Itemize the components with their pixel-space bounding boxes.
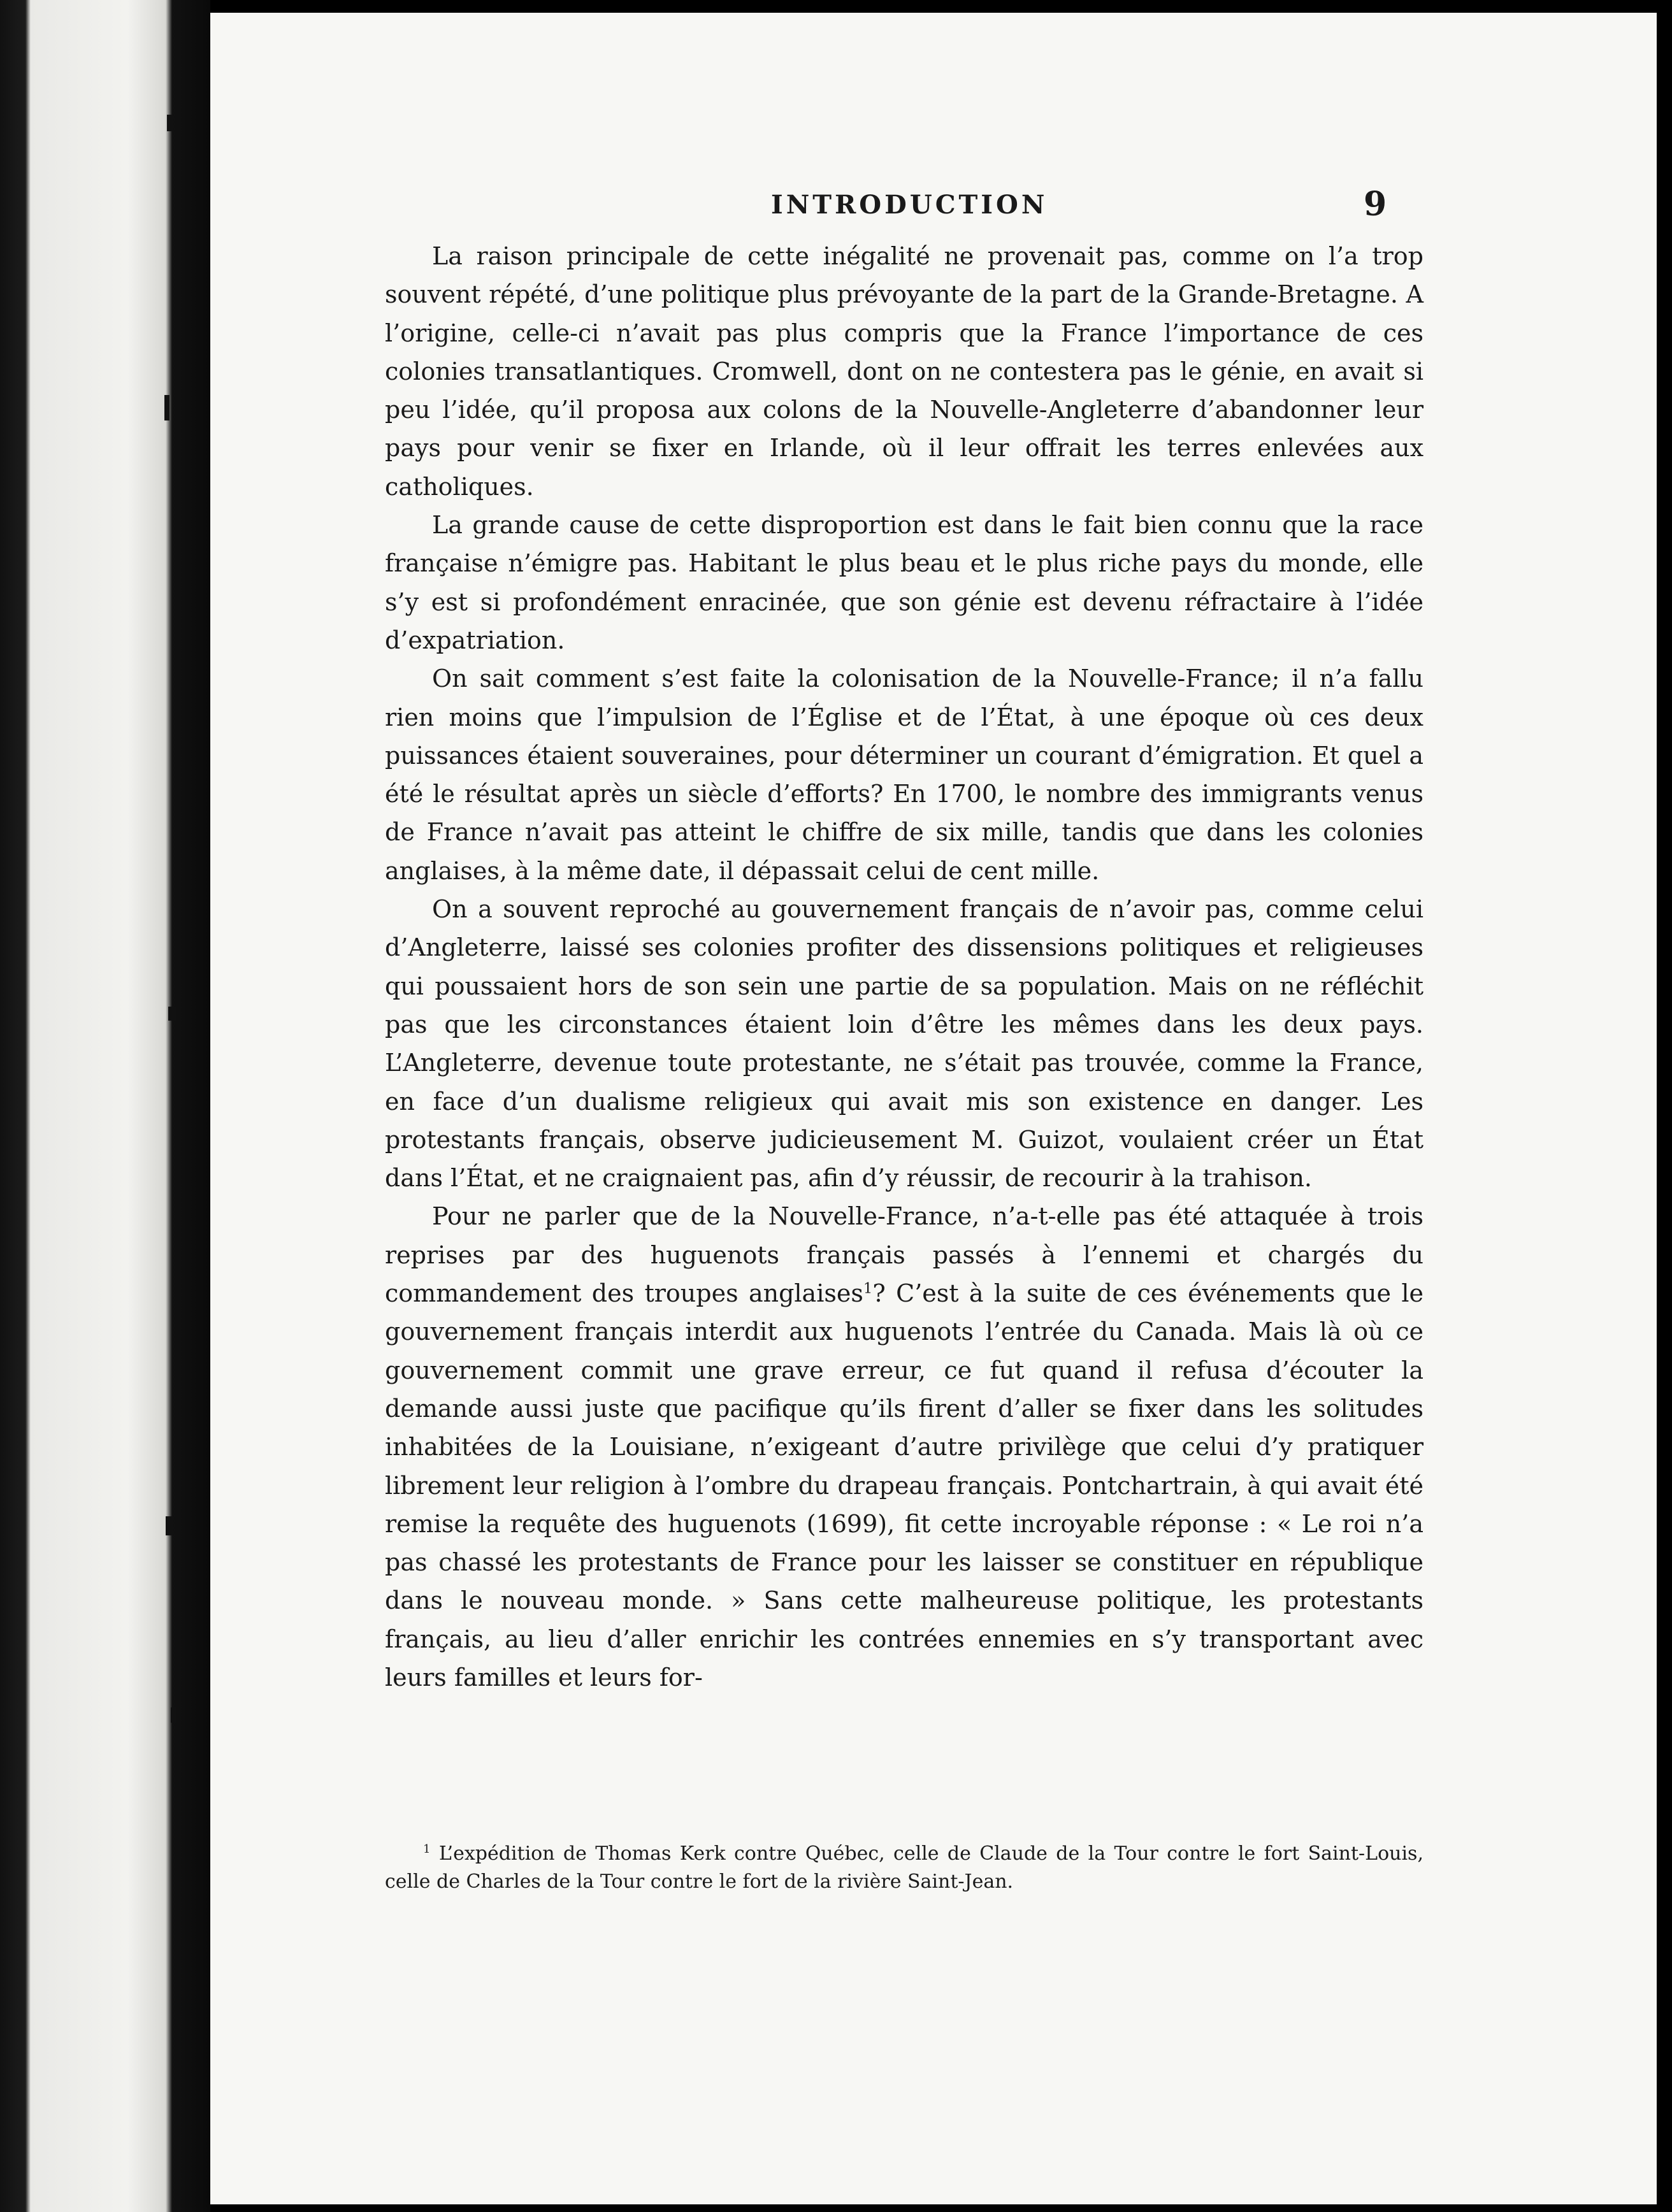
scan-speck [166,1516,172,1535]
footnote-mark: 1 [423,1842,431,1856]
paragraph-text: ? C’est à la suite de ces événements que le gouvernement français interdit aux huguenots l’entrée du Canada. Mais là où ce gouvernement commit une grave erreur, ce fut quand il refusa d’écouter la demande aussi juste que pacifique qu’ils firent d’aller se fixer dans les solitudes inhabitées de la Louisiane, n’exigeant d’autre privilège que celui d’y pratiquer librement leur religion à l’ombre du drapeau français. Pontchartrain, à qui avait été remise la requête des huguenots (1699), fit cette incroyable réponse : « Le roi n’a pas chassé les protestants de France pour les laisser se constituer en république dans le nouveau monde. » Sans cette malheureuse politique, les protestants français, au lieu d’aller enrichir les contrées ennemies en s’y transportant avec leurs familles et leurs for- [385,1279,1423,1691]
paragraph: On sait comment s’est faite la colonisation de la Nouvelle-France; il n’a fallu rien moins que l’impulsion de l’Église et de l’État, à une époque où ces deux puissances étaient souveraines, pour déterminer un courant d’émigration. Et quel a été le résultat après un siècle d’efforts? En 1700, le nombre des immigrants venus de France n’avait pas atteint le chiffre de six mille, tandis que dans les colonies anglaises, à la même date, il dépassait celui de cent mille. [385,664,1423,885]
footnote-text: L’expédition de Thomas Kerk contre Québec, celle de Claude de la Tour contre le fort Saint-Louis, celle de Charles de la Tour contre le fort de la rivière Saint-Jean. [385,1842,1423,1893]
scan-speck [171,1707,176,1723]
footnote [385,1840,1423,1896]
body-text [385,237,1423,1697]
page-number: 9 [1364,185,1387,224]
scan-speck [164,395,169,420]
scan-speck [167,115,173,131]
running-header [210,178,1657,229]
scan-speck [168,1007,176,1021]
paragraph-text: Pour ne parler que de la Nouvelle-France, n’a-t-elle pas été attaquée à trois reprises par des huguenots français passés à l’ennemi et chargés du commandement des troupes anglaises [385,1202,1423,1308]
paragraph: On a souvent reproché au gouvernement français de n’avoir pas, comme celui d’Angleterre, laissé ses colonies profiter des dissensions politiques et religieuses qui poussaient hors de son sein une partie de sa population. Mais on ne réfléchit pas que les circonstances étaient loin d’être les mêmes dans les deux pays. L’Angleterre, devenue toute protestante, ne s’était pas trouvée, comme la France, en face d’un dualisme religieux qui avait mis son existence en danger. Les protestants français, observe judicieusement M. Guizot, voulaient créer un État dans l’État, et ne craignaient pas, afin d’y réussir, de recourir à la trahison. [385,895,1423,1193]
running-title: INTRODUCTION [771,190,1048,220]
paragraph-with-note [385,1197,1423,1697]
footnote-reference: 1 [863,1280,873,1297]
page [210,13,1657,2204]
paragraph: La raison principale de cette inégalité ne provenait pas, comme on l’a trop souvent répété, d’une politique plus prévoyante de la part de la Grande-Bretagne. A l’origine, celle-ci n’avait pas plus compris que la France l’importance de ces colonies transatlantiques. Cromwell, dont on ne contestera pas le génie, en avait si peu l’idée, qu’il proposa aux colons de la Nouvelle-Angleterre d’abandonner leur pays pour venir se fixer en Irlande, où il leur offrait les terres enlevées aux catholiques. [385,242,1423,501]
paragraph: La grande cause de cette disproportion est dans le fait bien connu que la race française n’émigre pas. Habitant le plus beau et le plus riche pays du monde, elle s’y est si profondément enracinée, que son génie est devenu réfractaire à l’idée d’expatriation. [385,511,1423,654]
previous-page-edge [0,0,210,2212]
